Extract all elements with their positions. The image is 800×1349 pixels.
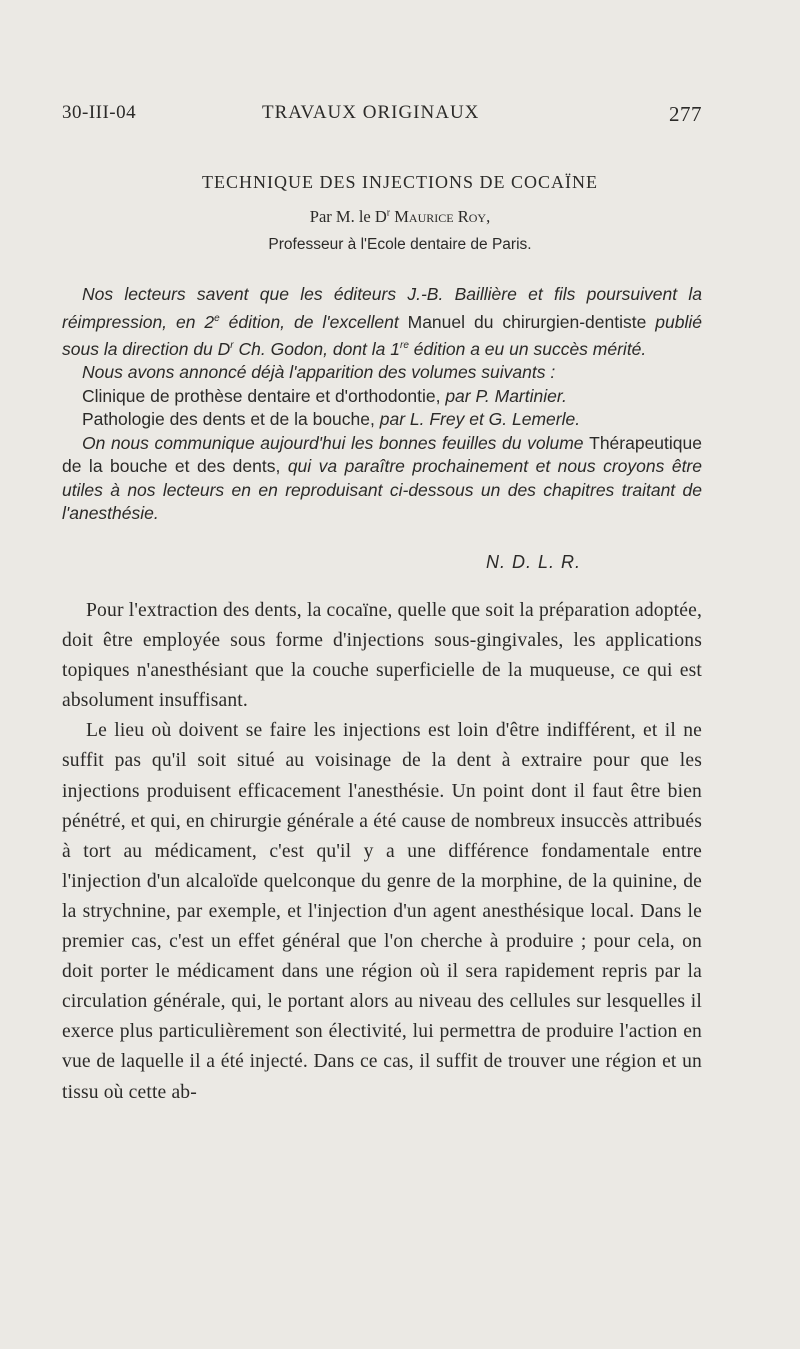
note-p1-sup-2: r — [230, 339, 234, 351]
note-p5-text-c: qui va paraître prochainement et nous croyons être utiles à nos lecteurs en en reproduisant ci-dessous un des chapitres traitant de l'anesthésie. — [62, 456, 702, 524]
note-p1-text-e: Ch. Godon, dont la 1 — [233, 338, 401, 359]
page-number: 277 — [669, 102, 702, 126]
note-p1-text-a: Nos lecteurs savent que les éditeurs J.-B. Baillière et fils poursuivent la réimpression, en 2 — [62, 284, 702, 332]
note-p4-title: Pathologie des dents et de la bouche, — [82, 409, 380, 430]
body-paragraph-2: Le lieu où doivent se faire les injections est loin d'être indifférent, et il ne suffit pas qu'il soit situé au voisinage de la dent à extraire pour que les injections produisent efficacement l'anesthésie. Un point dont il faut être bien pénétré, et qui, en chirurgie générale a été cause de nombreux insuccès attribués à tort au médicament, c'est qu'il y a une différence fondamentale entre l'injection d'un alcaloïde quelconque du genre de la morphine, de la quinine, de la strychnine, par exemple, et l'injection d'un agent anesthésique local. Dans le premier cas, c'est un effet général que l'on cherche à produire ; pour cela, on doit porter le médicament dans une région où il sera rapidement repris par la circulation générale, qui, le portant alors au niveau des cellules sur lesquelles il exerce plus particulièrement son électivité, lui permettra de produire l'action en vue de laquelle il a été injecté. Dans ce cas, il suffit de trouver une région et un tissu où cette ab- — [62, 720, 702, 1103]
body-paragraph-1: Pour l'extraction des dents, la cocaïne, quelle que soit la préparation adoptée, doit être employée sous forme d'injections sous-gingivales, les applications topiques n'anesthésiant que la couche superficielle de la muqueuse, ce qui est absolument insuffisant. — [62, 600, 702, 712]
note-p1-sup-1: e — [214, 312, 220, 324]
note-p1-book-title: Manuel du chirurgien-dentiste — [407, 311, 647, 332]
note-paragraph-3 — [62, 385, 702, 409]
issue-date: 30-III-04 — [62, 102, 137, 123]
note-p1-sup-3: re — [400, 339, 409, 351]
note-p1-text-d: publié sous la direction du D — [62, 311, 702, 359]
note-p5-book-title: Thérapeutique de la bouche et des dents, — [62, 432, 702, 477]
note-paragraph-2 — [62, 361, 702, 385]
author-name: Maurice Roy, — [394, 207, 491, 226]
note-paragraph-4 — [62, 408, 702, 432]
byline-superscript: r — [386, 207, 391, 219]
author-affiliation: Professeur à l'Ecole dentaire de Paris. — [268, 236, 532, 253]
article-body — [62, 596, 702, 1108]
note-p1-text-f: édition a eu un succès mérité. — [408, 338, 647, 359]
note-p2-text: Nous avons annoncé déjà l'apparition des volumes suivants : — [82, 362, 556, 383]
article-byline — [0, 207, 800, 227]
editorial-note — [62, 283, 702, 572]
note-p5-text-a: On nous communique aujourd'hui les bonnes feuilles du volume — [82, 432, 590, 453]
note-paragraph-5 — [62, 432, 702, 526]
article-title: TECHNIQUE DES INJECTIONS DE COCAÏNE — [202, 172, 598, 192]
byline-prefix: Par M. le D — [309, 207, 387, 226]
note-p3-author: par P. Martinier. — [445, 385, 567, 406]
editorial-signature: N. D. L. R. — [486, 552, 582, 572]
running-head — [62, 102, 702, 132]
section-title: TRAVAUX ORIGINAUX — [262, 102, 480, 123]
note-p1-text-b: édition, de l'excellent — [219, 311, 408, 332]
note-p3-title: Clinique de prothèse dentaire et d'orthodontie, — [82, 385, 446, 406]
note-p4-author: par L. Frey et G. Lemerle. — [379, 409, 581, 430]
note-paragraph-1 — [62, 283, 702, 361]
